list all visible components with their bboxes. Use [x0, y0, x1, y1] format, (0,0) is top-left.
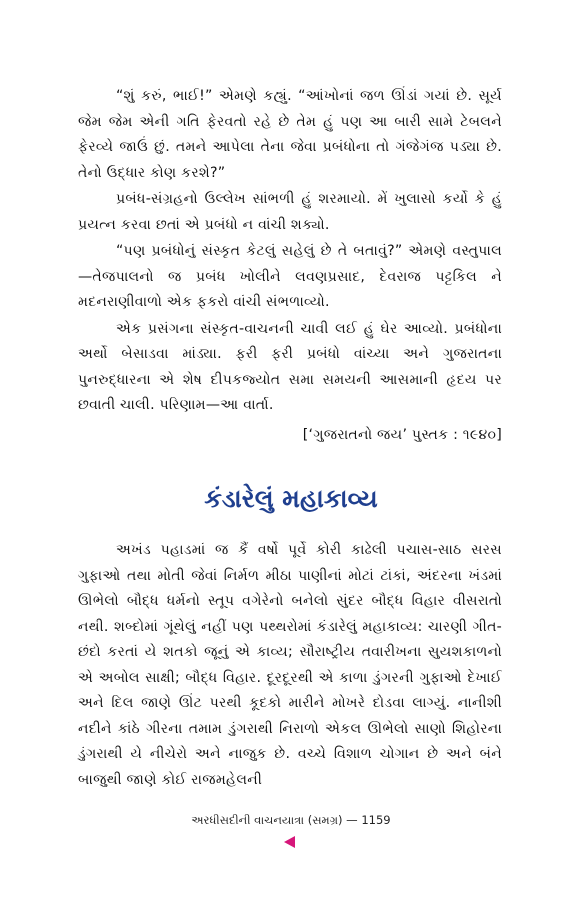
top-section — [78, 84, 502, 420]
chapter-title: કંડારેલું મહાકાવ્ય — [204, 484, 378, 513]
paragraph: “પણ પ્રબંધોનું સંસ્કૃત કેટલું સહેલું છે તે બતાવું?” એમણે વસ્તુપાલ—તેજપાલનો જ પ્રબંધ ખોલીને લવણપ્રસાદ, દેવરાજ પટ્ટકિલ ને મદનરાણીવાળો એક ફકરો વાંચી સંભળાવ્યો. — [78, 243, 502, 310]
paragraph: પ્રબંધ-સંગ્રહનો ઉલ્લેખ સાંભળી હું શરમાયો. મેં ખુલાસો કર્યો કે હું પ્રયત્ન કરવા છતાં એ પ્રબંધો ન વાંચી શક્યો. — [78, 191, 502, 233]
previous-page-arrow-icon[interactable] — [284, 836, 295, 848]
page-footer: અરધીસદીની વાચનયાત્રા (સમગ્ર) — 1159 — [191, 813, 391, 827]
paragraph: અખંડ પહાડમાં જ કૈં વર્ષો પૂર્વે કોરી કાઢેલી પચાસ-સાઠ સરસ ગુફાઓ તથા મોતી જેવાં નિર્મળ મીઠા પાણીનાં મોટાં ટાંકાં, અંદરના ખંડમાં ઊભેલો બૌદ્ધ ધર્મનો સ્તૂપ વગેરેનો બનેલો સુંદર બૌદ્ધ વિહાર વીસરાતો નથી. શબ્દોમાં ગૂંથેલું નહીં પણ પથ્થરોમાં કંડારેલું મહાકાવ્ય: ચારણી ગીત-છંદો કરતાં યે શતકો જૂનું એ કાવ્ય; સૌરાષ્ટ્રીય તવારીખના સુયશકાળનો એ અબોલ સાક્ષી; બૌદ્ધ વિહાર. દૂરદૂરથી એ કાળા ડુંગરની ગુફાઓ દેખાઈ અને દિલ જાણે ઊંટ પરથી કૂદકો મારીને મોખરે દોડવા લાગ્યું. નાનીશી નદીને કાંઠે ગીરના તમામ ડુંગરાથી નિરાળો એકલ ઊભેલો સાણો શિહોરના ડુંગરાથી યે નીચેરો અને નાજુક છે. વચ્ચે વિશાળ ચોગાન છે અને બંને બાજુથી જાણે કોઈ રાજમહેલની — [78, 542, 502, 788]
paragraph: “શું કરું, ભાઈ!” એમણે કહ્યું. “આંખોનાં જળ ઊંડાં ગયાં છે. સૂર્ય જેમ જેમ એની ગતિ ફેરવતો રહે છે તેમ હું પણ આ બારી સામે ટેબલને ફેરવ્યે જાઉં છું. તમને આપેલા તેના જેવા પ્રબંધોના તો ગંજેગંજ પડ્યા છે. તેનો ઉદ્ધાર કોણ કરશે?” — [78, 88, 502, 181]
chapter-body — [78, 538, 502, 794]
source-citation: [‘ગુજરાતનો જય’ પુસ્તક : ૧૯૪૦] — [302, 427, 502, 443]
paragraph: એક પ્રસંગના સંસ્કૃત-વાચનની ચાવી લઈ હું ઘેર આવ્યો. પ્રબંધોના અર્થો બેસાડવા માંડ્યા. ફરી ફરી પ્રબંધો વાંચ્યા અને ગુજરાતના પુનરુદ્ધારના એ શેષ દીપકજ્યોત સમા સમયની આસમાની હૃદય પર છવાતી ચાલી. પરિણામ—આ વાર્તા. — [78, 320, 502, 413]
